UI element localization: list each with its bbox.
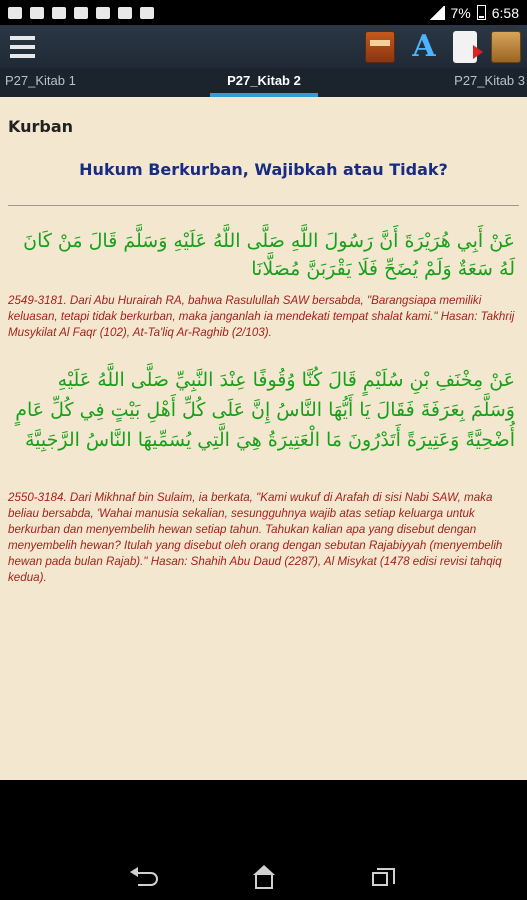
notification-icon <box>74 7 88 19</box>
notification-icon <box>8 7 22 19</box>
chapter-title: Kurban <box>8 117 74 136</box>
notification-icon <box>52 7 66 19</box>
menu-icon[interactable] <box>0 25 44 68</box>
tab-kitab-2[interactable]: P27_Kitab 2 <box>210 68 318 97</box>
recent-apps-icon[interactable] <box>367 868 393 890</box>
font-size-icon[interactable]: A <box>412 28 436 64</box>
notification-icon <box>30 7 44 19</box>
divider <box>8 205 519 206</box>
action-bar <box>0 25 527 68</box>
notification-icons <box>8 7 154 19</box>
hadith-translation: 2550-3184. Dari Mikhnaf bin Sulaim, ia berkata, "Kami wukuf di Arafah di sisi Nabi SAW, maka beliau bersabda, 'Wahai manusia sekalian, sesungguhnya wajib atas setiap keluarga untuk berkurban dan menyembelih hewan setiap tahun. Tahukan kalian apa yang disebut dengan menyembelih hewan? Itulah yang disebut oleh orang dengan sebutan Rajabiyyah (menyembelih hewan pada bulan Rajab)." Hasan: Shahih Abu Daud (2287), Al Misykat (1478 edisi revisi tahqiq kedua). <box>8 491 503 584</box>
hadith-arabic-text: عَنْ أَبِي هُرَيْرَةَ أَنَّ رَسُولَ اللَّهِ صَلَّى اللَّهُ عَلَيْهِ وَسَلَّمَ قَالَ مَنْ كَانَ لَهُ سَعَةٌ وَلَمْ يُضَحِّ فَلَا يَقْرَبَنَّ مُصَلَّانَا <box>23 230 515 280</box>
bookmark-folder-icon[interactable] <box>491 31 521 63</box>
book-cover-icon[interactable] <box>365 31 395 63</box>
navigation-bar <box>0 858 527 900</box>
battery-percent: 7% <box>450 4 471 21</box>
hadith-translation: 2549-3181. Dari Abu Hurairah RA, bahwa Rasulullah SAW bersabda, "Barangsiapa memiliki keluasan, tetapi tidak berkurban, maka janganlah ia mendekati tempat shalat kami." Hasan: Takhrij Musykilat Al Faqr (102), At-Ta'liq Ar-Raghib (2/103). <box>8 294 515 339</box>
back-icon[interactable] <box>135 868 161 890</box>
tab-kitab-3[interactable]: P27_Kitab 3 <box>454 73 525 88</box>
notification-icon <box>96 7 110 19</box>
signal-icon <box>429 6 445 20</box>
status-bar <box>0 0 527 25</box>
status-time: 6:58 <box>491 4 519 21</box>
tab-kitab-1[interactable]: P27_Kitab 1 <box>5 73 76 88</box>
content-pane[interactable] <box>0 97 527 780</box>
hadith-arabic-text: عَنْ مِخْنَفِ بْنِ سُلَيْمٍ قَالَ كُنَّا وُقُوفًا عِنْدَ النَّبِيِّ صَلَّى اللَّهُ عَلَيْهِ وَسَلَّمَ بِعَرَفَةَ فَقَالَ يَا أَيُّهَا النَّاسُ إِنَّ عَلَى كُلِّ أَهْلِ بَيْتٍ فِي كُلِّ عَامٍ أُضْحِيَّةً وَعَتِيرَةً أَتَدْرُونَ مَا الْعَتِيرَةُ هِيَ الَّتِي يُسَمِّيهَا النَّاسُ الرَّجَبِيَّةَ <box>15 369 515 451</box>
notification-icon <box>140 7 154 19</box>
hadith-heading: Hukum Berkurban, Wajibkah atau Tidak? <box>79 160 448 179</box>
notification-icon <box>118 7 132 19</box>
battery-icon <box>477 5 486 20</box>
home-icon[interactable] <box>251 868 277 890</box>
document-next-icon[interactable] <box>453 31 477 63</box>
tab-bar <box>0 68 527 97</box>
